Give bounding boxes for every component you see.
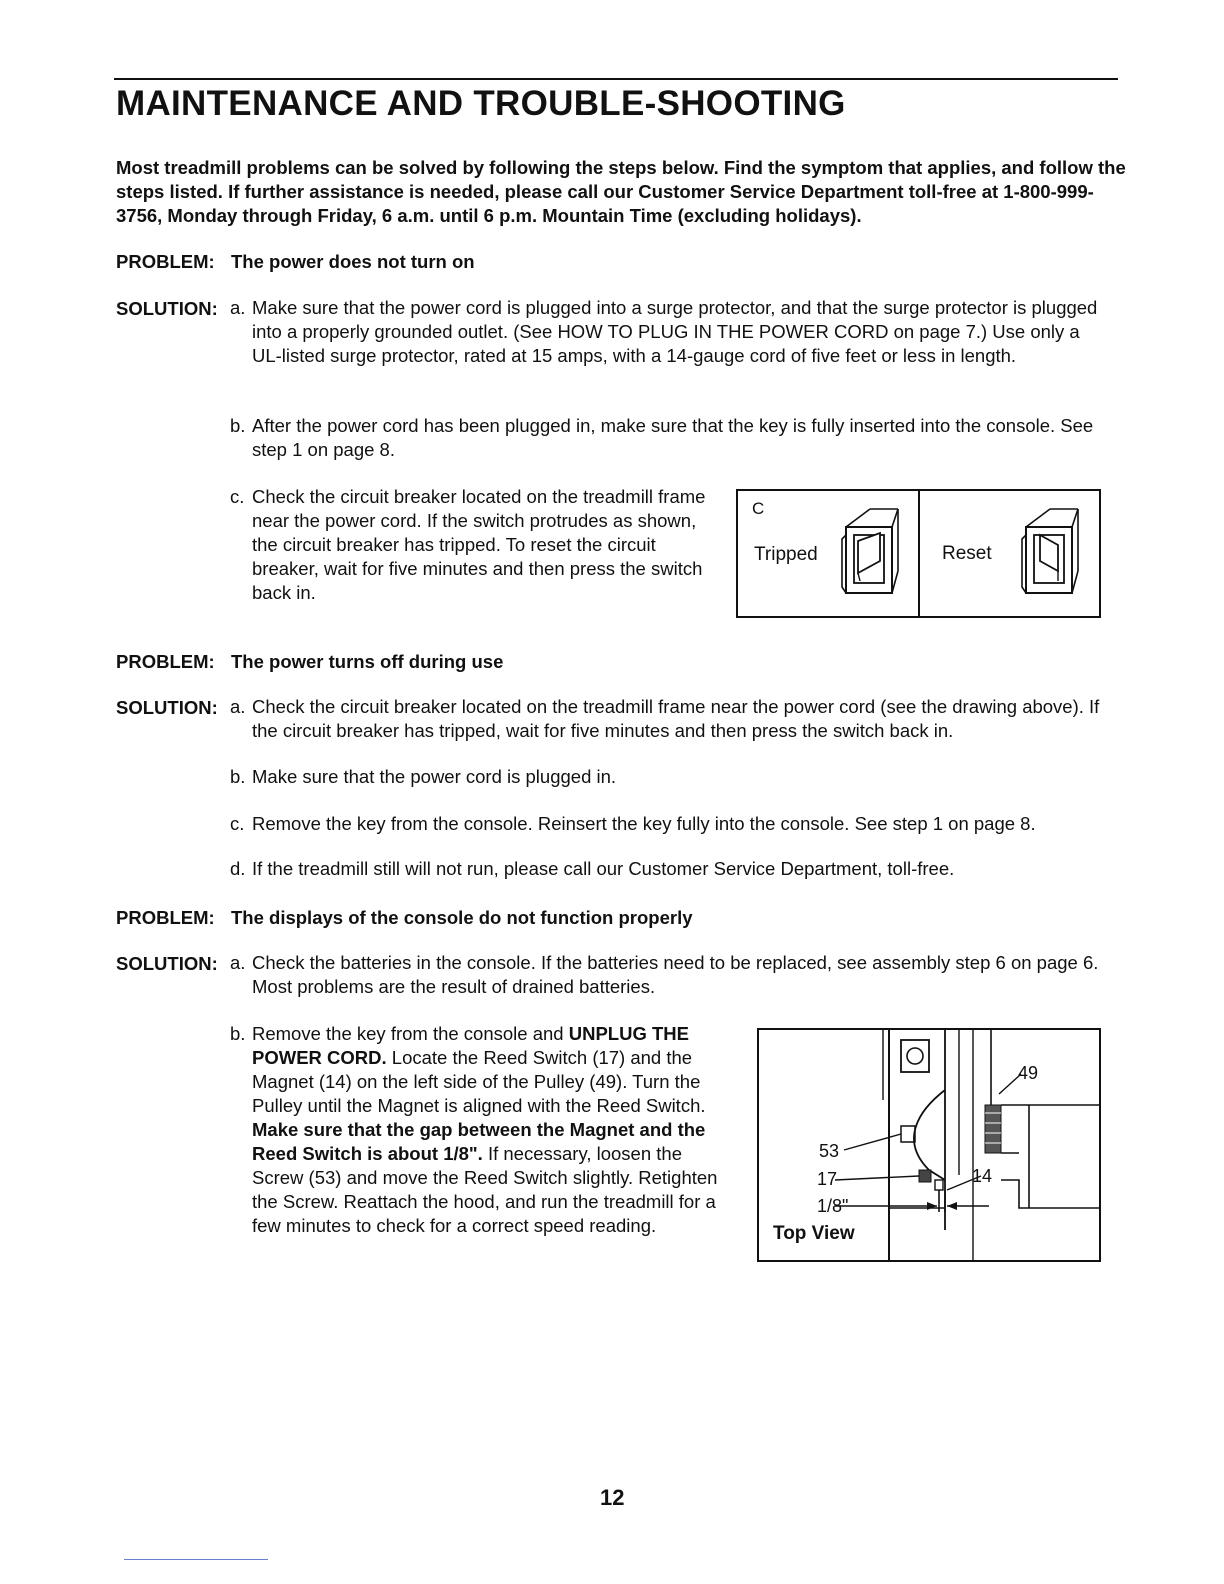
reset-label: Reset xyxy=(942,543,992,564)
tripped-label: Tripped xyxy=(754,544,818,565)
page-number: 12 xyxy=(600,1485,625,1510)
problem-2-text: The power turns off during use xyxy=(231,651,504,672)
step-text: If the treadmill still will not run, please call our Customer Service Department, toll-free. xyxy=(252,858,955,879)
header-rule xyxy=(114,78,1118,80)
step-text: After the power cord has been plugged in, make sure that the key is fully inserted into the console. See step 1 on page 8. xyxy=(252,415,1094,460)
reset-switch-icon xyxy=(1018,505,1084,597)
step-text: Make sure that the power cord is plugged into a surge protector, and that the surge protector is plugged into a properly grounded outlet. (See HOW TO PLUG IN THE POWER CORD on page 7.) Use only a UL-listed surge protector, rated at 15 amps, with a 14-gauge cord of five feet or less in length. xyxy=(252,297,1098,366)
solution-label: SOLUTION: xyxy=(116,298,218,319)
reed-switch-figure xyxy=(757,1028,1101,1262)
figure-label: C xyxy=(752,499,765,518)
problem-2-step-a xyxy=(230,695,1120,743)
step-text: Check the batteries in the console. If the batteries need to be replaced, see assembly step 6 on page 6. Most problems are the result of drained batteries. xyxy=(252,952,1099,997)
problem-label: PROBLEM: xyxy=(116,907,215,928)
problem-2-step-d xyxy=(230,857,1110,881)
step-letter: a. xyxy=(230,297,246,318)
problem-1-text: The power does not turn on xyxy=(231,251,475,272)
step-letter: b. xyxy=(230,415,246,436)
callout-49: 49 xyxy=(1018,1063,1039,1083)
step-letter: a. xyxy=(230,696,246,717)
problem-2-step-b xyxy=(230,765,1110,789)
callout-53: 53 xyxy=(819,1141,840,1161)
intro-paragraph: Most treadmill problems can be solved by following the steps below. Find the symptom that applies, and follow the steps listed. If further assistance is needed, please call our Customer Service Department toll-free at 1-800-999-3756, Monday through Friday, 6 a.m. until 6 p.m. Mountain Time (excluding holidays). xyxy=(116,157,1126,226)
callout-14: 14 xyxy=(972,1166,993,1186)
gap-label: 1/8" xyxy=(817,1196,849,1216)
problem-1-step-c xyxy=(230,485,712,605)
step-text: Make sure that the power cord is plugged in. xyxy=(252,766,617,787)
step-text: Remove the key from the console and UNPLUG THE POWER CORD. Locate the Reed Switch (17) and the Magnet (14) on the left side of the Pulley (49). Turn the Pulley until the Magnet is aligned with the Reed Switch. Make sure that the gap between the Magnet and the Reed Switch is about 1/8". If necessary, loosen the Screw (53) and move the Reed Switch slightly. Retighten the Screw. Reattach the hood, and run the treadmill for a few minutes to check for a correct speed reading. xyxy=(252,1023,718,1236)
problem-2-step-c xyxy=(230,812,1120,836)
solution-label: SOLUTION: xyxy=(116,697,218,718)
figure-caption: Top View xyxy=(773,1223,855,1244)
problem-1-step-a xyxy=(230,296,1110,368)
step-text: Check the circuit breaker located on the treadmill frame near the power cord. If the switch protrudes as shown, the circuit breaker has tripped. To reset the circuit breaker, wait for five minutes and then press the switch back in. xyxy=(252,486,706,603)
step-letter: d. xyxy=(230,858,246,879)
problem-label: PROBLEM: xyxy=(116,251,215,272)
step-text: Remove the key from the console. Reinsert the key fully into the console. See step 1 on page 8. xyxy=(252,813,1036,834)
step-letter: a. xyxy=(230,952,246,973)
problem-label: PROBLEM: xyxy=(116,651,215,672)
problem-3-step-b xyxy=(230,1022,722,1238)
step-letter: c. xyxy=(230,486,245,507)
problem-3-step-a xyxy=(230,951,1110,999)
page-title: MAINTENANCE AND TROUBLE-SHOOTING xyxy=(116,84,846,123)
callout-17: 17 xyxy=(817,1169,838,1189)
step-text: Check the circuit breaker located on the treadmill frame near the power cord (see the drawing above). If the circuit breaker has tripped, wait for five minutes and then press the switch back in. xyxy=(252,696,1100,741)
step-letter: b. xyxy=(230,766,246,787)
step-letter: c. xyxy=(230,813,245,834)
problem-3-text: The displays of the console do not function properly xyxy=(231,907,693,928)
circuit-breaker-figure xyxy=(736,489,1101,618)
step-letter: b. xyxy=(230,1023,246,1044)
figure-divider xyxy=(918,491,920,616)
solution-label: SOLUTION: xyxy=(116,953,218,974)
footer-line xyxy=(124,1559,268,1560)
problem-1-step-b xyxy=(230,414,1110,462)
tripped-switch-icon xyxy=(838,505,904,597)
